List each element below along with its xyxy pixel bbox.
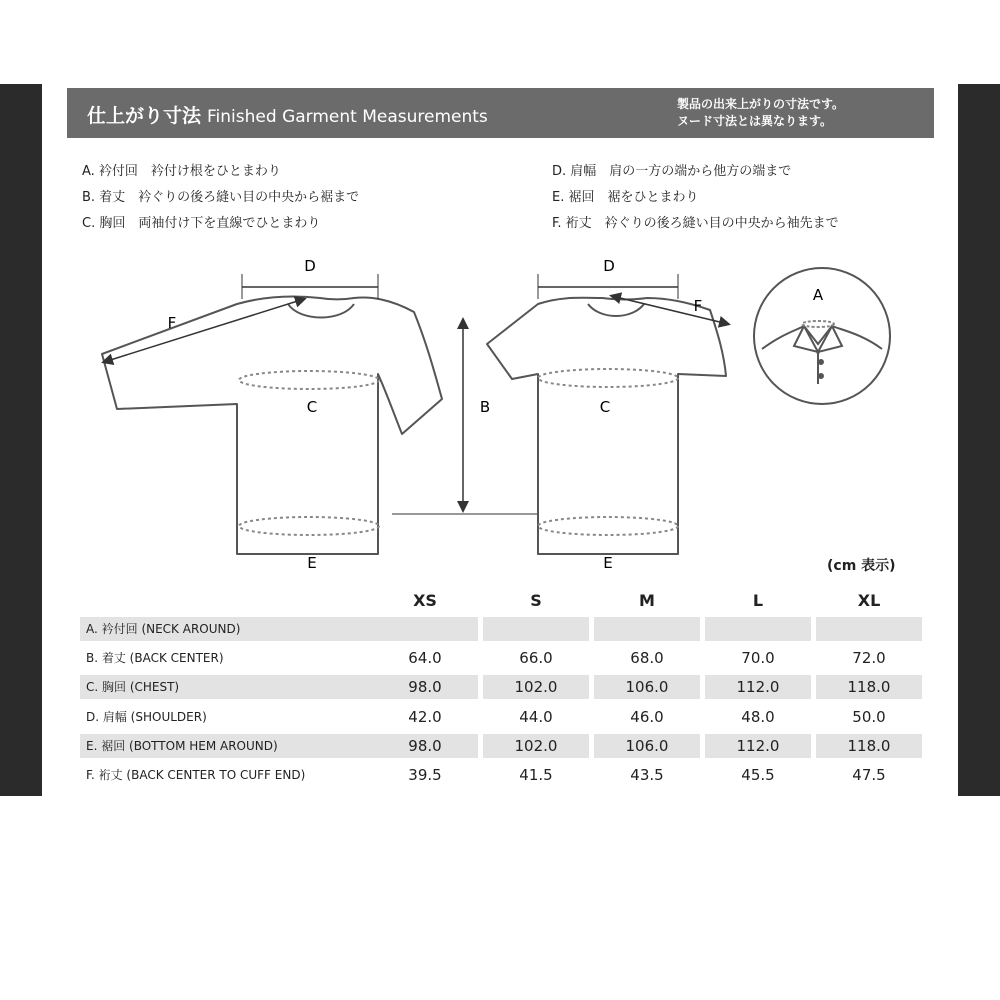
measurement-sheet bbox=[42, 84, 958, 796]
table-cell bbox=[372, 617, 478, 641]
label-e-short: E bbox=[603, 554, 613, 572]
row-label: B. 着丈 (BACK CENTER) bbox=[86, 651, 224, 666]
label-e-long: E bbox=[307, 554, 317, 572]
short-sleeve-shirt-outline bbox=[487, 298, 726, 554]
table-cell: 72.0 bbox=[852, 649, 886, 668]
table-cell: 112.0 bbox=[705, 675, 811, 699]
table-cell: 50.0 bbox=[852, 707, 886, 726]
label-a: A bbox=[812, 286, 824, 304]
table-row bbox=[80, 733, 922, 762]
table-cell: 112.0 bbox=[705, 734, 811, 758]
label-f-long: F bbox=[167, 314, 177, 332]
row-label: A. 衿付回 (NECK AROUND) bbox=[80, 617, 376, 641]
row-label: C. 胸回 (CHEST) bbox=[80, 675, 376, 699]
definitions-right bbox=[552, 159, 839, 237]
table-cell: 42.0 bbox=[408, 707, 442, 726]
note-line-2: ヌード寸法とは異なります。 bbox=[676, 114, 832, 128]
definition-b: B. 着丈 衿ぐりの後ろ縫い目の中央から裾まで bbox=[82, 190, 360, 205]
table-cell: 106.0 bbox=[594, 734, 700, 758]
label-c-long: C bbox=[306, 398, 318, 416]
table-cell: 98.0 bbox=[372, 734, 478, 758]
table-cell bbox=[483, 617, 589, 641]
table-cell: 106.0 bbox=[594, 675, 700, 699]
definitions-left bbox=[82, 159, 359, 237]
table-cell bbox=[816, 617, 922, 641]
size-header-l: L bbox=[752, 591, 764, 610]
table-cell: 39.5 bbox=[408, 765, 442, 784]
table-cell: 68.0 bbox=[630, 649, 664, 668]
definition-a: A. 衿付回 衿付け根をひとまわり bbox=[82, 164, 281, 179]
garment-diagram bbox=[42, 234, 958, 574]
label-c-short: C bbox=[599, 398, 611, 416]
table-cell: 64.0 bbox=[408, 649, 442, 668]
table-cell: 43.5 bbox=[630, 765, 664, 784]
row-label: D. 肩幅 (SHOULDER) bbox=[86, 709, 207, 724]
table-row bbox=[80, 762, 922, 791]
long-sleeve-shirt-outline bbox=[102, 296, 442, 554]
table-cell: 70.0 bbox=[741, 649, 775, 668]
size-header-s: S bbox=[530, 591, 542, 610]
table-cell: 47.5 bbox=[852, 765, 886, 784]
table-cell: 66.0 bbox=[519, 649, 553, 668]
left-dark-border bbox=[0, 84, 42, 796]
row-label: F. 裄丈 (BACK CENTER TO CUFF END) bbox=[86, 767, 306, 782]
label-d-long: D bbox=[304, 257, 316, 275]
definition-f: F. 裄丈 衿ぐりの後ろ縫い目の中央から袖先まで bbox=[552, 216, 839, 231]
table-cell bbox=[705, 617, 811, 641]
table-cell: 46.0 bbox=[630, 707, 664, 726]
table-cell: 102.0 bbox=[483, 675, 589, 699]
size-table bbox=[80, 616, 922, 791]
table-cell: 118.0 bbox=[816, 734, 922, 758]
table-cell: 102.0 bbox=[483, 734, 589, 758]
table-cell bbox=[594, 617, 700, 641]
size-header-xl: XL bbox=[857, 591, 881, 610]
header-banner bbox=[67, 88, 934, 138]
table-cell: 41.5 bbox=[519, 765, 553, 784]
table-row bbox=[80, 645, 922, 674]
unit-label: (cm 表示) bbox=[827, 558, 896, 574]
table-cell: 48.0 bbox=[741, 707, 775, 726]
label-d-short: D bbox=[603, 257, 615, 275]
title-jp: 仕上がり寸法 bbox=[87, 105, 202, 127]
table-row bbox=[80, 674, 922, 703]
title-en: Finished Garment Measurements bbox=[207, 107, 488, 127]
table-cell: 98.0 bbox=[372, 675, 478, 699]
size-header-m: M bbox=[639, 591, 655, 610]
table-cell: 118.0 bbox=[816, 675, 922, 699]
row-label: E. 裾回 (BOTTOM HEM AROUND) bbox=[80, 734, 376, 758]
table-cell: 45.5 bbox=[741, 765, 775, 784]
label-b: B bbox=[479, 398, 491, 416]
definition-e: E. 裾回 裾をひとまわり bbox=[552, 190, 699, 205]
table-cell: 44.0 bbox=[519, 707, 553, 726]
note-line-1: 製品の出来上がりの寸法です。 bbox=[676, 97, 844, 111]
definition-c: C. 胸回 両袖付け下を直線でひとまわり bbox=[82, 216, 321, 231]
table-row bbox=[80, 616, 922, 645]
right-dark-border bbox=[958, 84, 1000, 796]
label-f-short: F bbox=[693, 297, 703, 315]
header-note bbox=[677, 96, 844, 130]
definition-d: D. 肩幅 肩の一方の端から他方の端まで bbox=[552, 164, 792, 179]
page-title bbox=[87, 101, 488, 128]
table-row bbox=[80, 704, 922, 733]
size-header-xs: XS bbox=[413, 591, 437, 610]
